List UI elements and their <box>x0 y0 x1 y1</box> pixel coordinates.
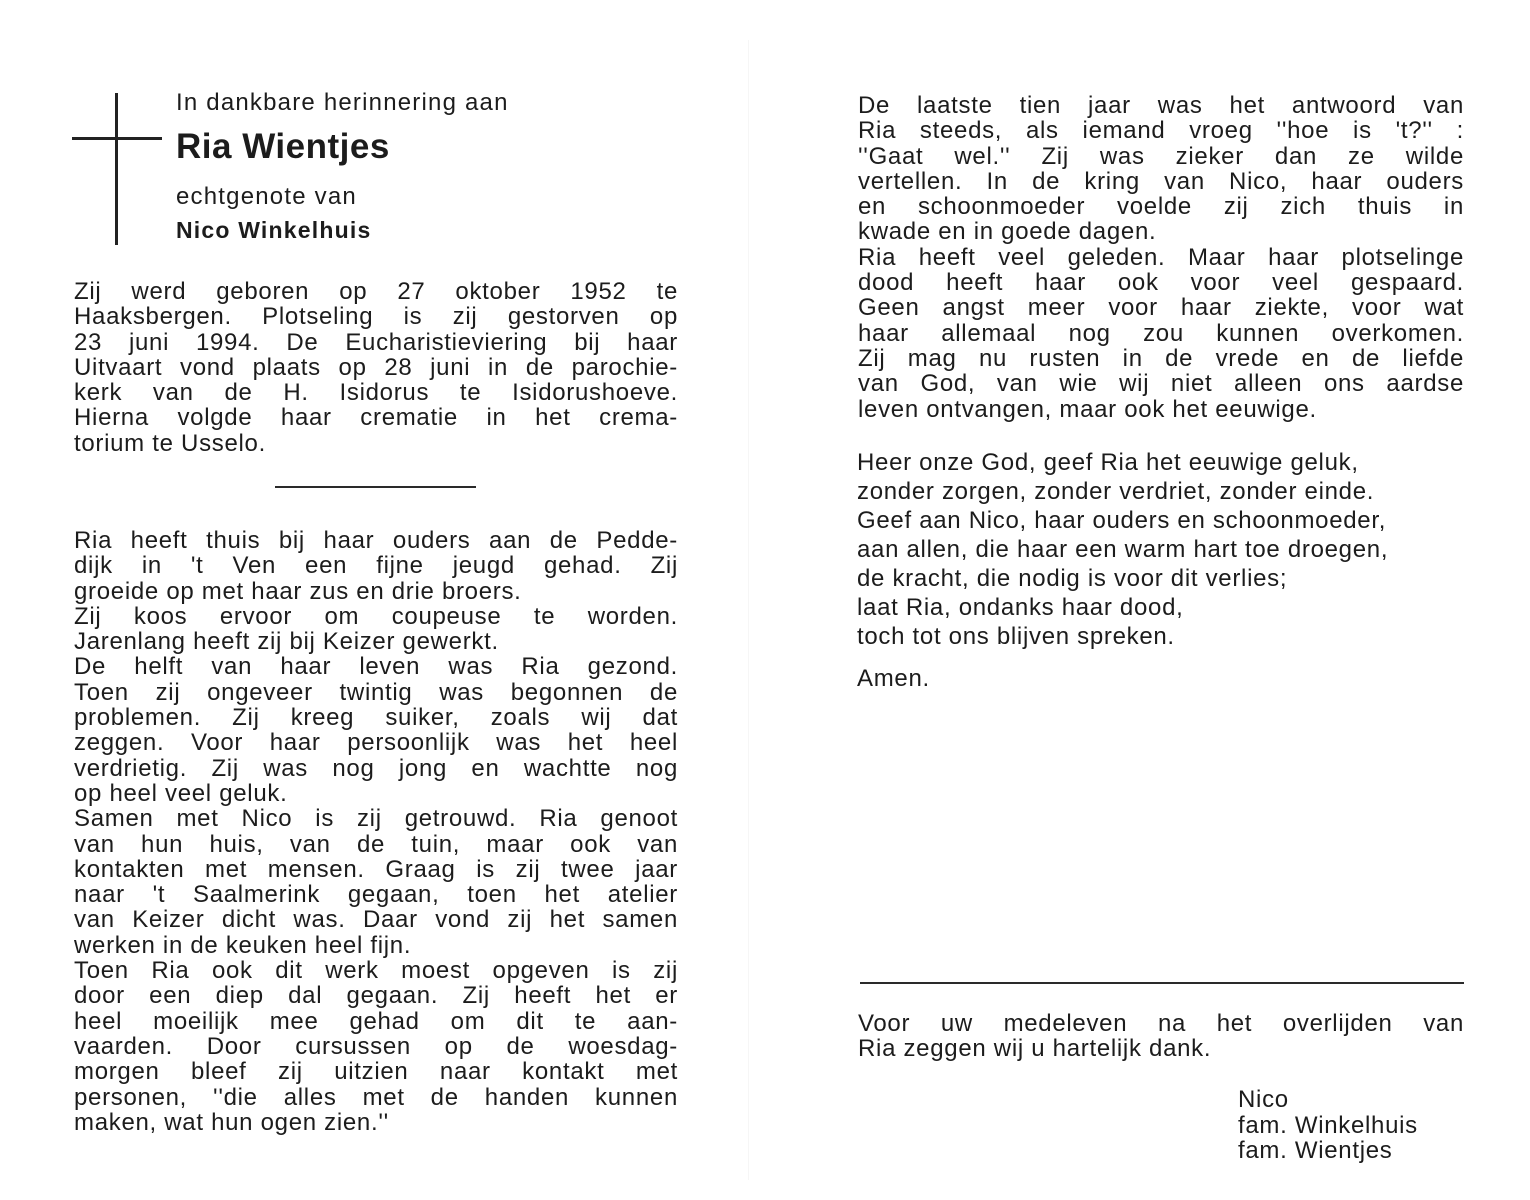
thanks-paragraph <box>858 1011 1464 1062</box>
text-line: dijk in 't Ven een fijne jeugd gehad. Zij <box>74 552 678 580</box>
section-divider <box>275 486 476 488</box>
text-line: en schoonmoeder voelde zij zich thuis in <box>858 193 1464 221</box>
signature-line: Nico <box>1238 1086 1289 1113</box>
section-divider <box>860 982 1464 984</box>
text-line: kontakten met mensen. Graag is zij twee jaar <box>74 855 678 883</box>
text-line: maken, wat hun ogen zien.'' <box>74 1108 389 1136</box>
text-line: Geen angst meer voor haar ziekte, voor wat <box>858 294 1464 322</box>
text-line: Haaksbergen. Plotseling is zij gestorven op <box>74 303 678 331</box>
text-line: dood heeft haar ook voor veel gespaard. <box>858 269 1464 297</box>
text-line: Toen Ria ook dit werk moest opgeven is zij <box>74 957 678 985</box>
text-line: Uitvaart vond plaats op 28 juni in de parochie- <box>74 353 678 381</box>
text-line: Ria zeggen wij u hartelijk dank. <box>858 1035 1212 1063</box>
text-line: groeide op met haar zus en drie broers. <box>74 577 522 605</box>
intro-text: In dankbare herinnering aan <box>176 89 509 116</box>
signature-line: fam. Winkelhuis <box>1238 1111 1418 1139</box>
text-line: Ria heeft veel geleden. Maar haar plotselinge <box>858 243 1464 271</box>
text-line: morgen bleef zij uitzien naar kontakt met <box>74 1058 678 1086</box>
text-line: Zij werd geboren op 27 oktober 1952 te <box>74 278 678 305</box>
text-line: Jarenlang heeft zij bij Keizer gewerkt. <box>74 628 499 656</box>
text-line: personen, ''die alles met de handen kunnen <box>74 1083 678 1111</box>
text-line: van Keizer dicht was. Daar vond zij het samen <box>74 906 678 934</box>
deceased-name: Ria Wientjes <box>176 127 390 166</box>
text-line: Zij mag nu rusten in de vrede en de liefde <box>858 344 1464 372</box>
text-line: kwade en in goede dagen. <box>858 218 1157 246</box>
family-signature <box>1238 1087 1418 1164</box>
card-fold-line <box>748 40 749 1180</box>
text-line: naar 't Saalmerink gegaan, toen het atelier <box>74 881 678 909</box>
text-line: de kracht, die nodig is voor dit verlies; <box>857 565 1288 592</box>
biography-intro <box>74 279 678 456</box>
amen-text: Amen. <box>857 665 930 692</box>
text-line: heel moeilijk mee gehad om dit te aan- <box>74 1007 678 1035</box>
text-line: van God, van wie wij niet alleen ons aardse <box>858 370 1464 398</box>
text-line: Hierna volgde haar crematie in het crema- <box>74 404 678 432</box>
text-line: zonder zorgen, zonder verdriet, zonder einde. <box>857 478 1375 505</box>
text-line: ''Gaat wel.'' Zij was zieker dan ze wilde <box>858 142 1464 170</box>
biography-life-story <box>74 528 678 1135</box>
text-line: door een diep dal gegaan. Zij heeft het er <box>74 982 678 1010</box>
text-line: Ria steeds, als iemand vroeg ''hoe is 't?'' : <box>858 117 1464 145</box>
text-line: Heer onze God, geef Ria het eeuwige geluk, <box>857 449 1359 476</box>
text-line: leven ontvangen, maar ook het eeuwige. <box>858 395 1317 423</box>
text-line: De helft van haar leven was Ria gezond. <box>74 653 678 681</box>
text-line: verdrietig. Zij was nog jong en wachtte nog <box>74 754 678 782</box>
reflection-paragraph <box>858 93 1464 422</box>
text-line: Ria heeft thuis bij haar ouders aan de Pedde- <box>74 527 678 554</box>
text-line: Geef aan Nico, haar ouders en schoonmoeder, <box>857 507 1387 534</box>
text-line: torium te Usselo. <box>74 429 266 457</box>
text-line: De laatste tien jaar was het antwoord van <box>858 92 1464 119</box>
text-line: van hun huis, van de tuin, maar ook van <box>74 830 678 858</box>
text-line: 23 juni 1994. De Eucharistieviering bij haar <box>74 328 678 356</box>
text-line: problemen. Zij kreeg suiker, zoals wij dat <box>74 704 678 732</box>
prayer-text <box>857 448 1388 651</box>
signature-line: fam. Wientjes <box>1238 1137 1393 1164</box>
spouse-name: Nico Winkelhuis <box>176 217 372 243</box>
text-line: Voor uw medeleven na het overlijden van <box>858 1010 1464 1037</box>
text-line: vaarden. Door cursussen op de woesdag- <box>74 1032 678 1060</box>
relation-text: echtgenote van <box>176 183 357 210</box>
text-line: op heel veel geluk. <box>74 779 288 807</box>
text-line: zeggen. Voor haar persoonlijk was het heel <box>74 729 678 757</box>
text-line: vertellen. In de kring van Nico, haar ouders <box>858 167 1464 195</box>
text-line: Toen zij ongeveer twintig was begonnen de <box>74 678 678 706</box>
text-line: laat Ria, ondanks haar dood, <box>857 594 1184 621</box>
text-line: aan allen, die haar een warm hart toe droegen, <box>857 536 1389 563</box>
text-line: werken in de keuken heel fijn. <box>74 931 412 959</box>
text-line: Samen met Nico is zij getrouwd. Ria genoot <box>74 805 678 833</box>
text-line: Zij koos ervoor om coupeuse te worden. <box>74 602 678 630</box>
text-line: haar allemaal nog zou kunnen overkomen. <box>858 319 1464 347</box>
text-line: toch tot ons blijven spreken. <box>857 623 1175 650</box>
text-line: kerk van de H. Isidorus te Isidorushoeve. <box>74 379 678 407</box>
